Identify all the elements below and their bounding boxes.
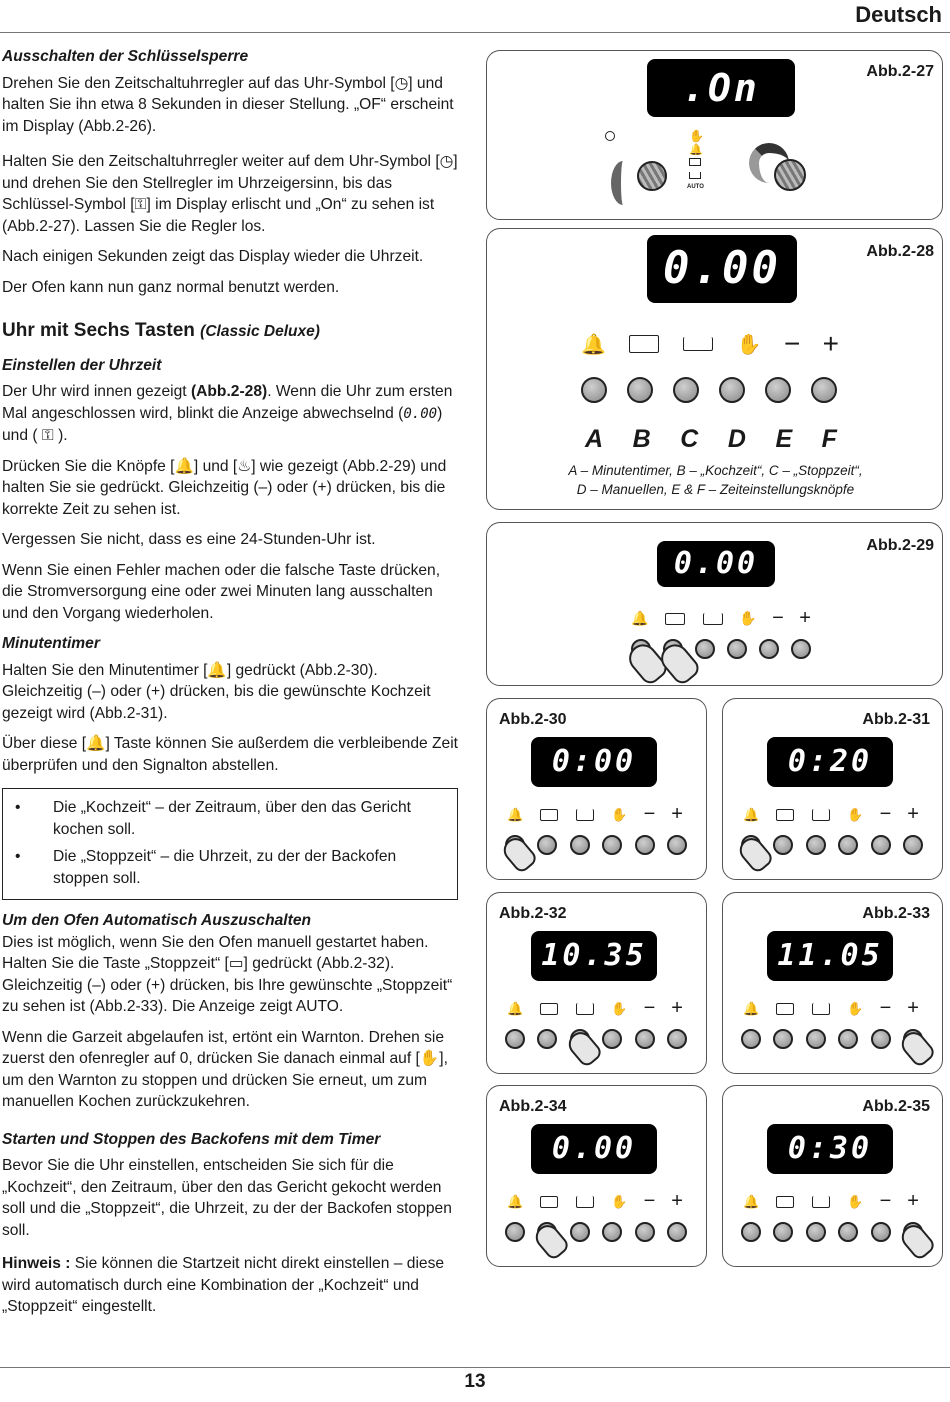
button-icon-row (507, 997, 683, 1020)
cooking-time-button[interactable] (773, 1029, 793, 1049)
cooking-time-icon (540, 809, 558, 821)
button-row (741, 1029, 923, 1049)
paragraph: Drehen Sie den Zeitschaltuhrregler auf das Uhr-Symbol [◷] und halten Sie ihn etwa 8 Sekunden in dieser Stellung. „OF“ erscheint im Display (Abb.2-26). (2, 74, 454, 135)
letter-label: E (775, 425, 793, 453)
minute-timer-button[interactable] (505, 1029, 525, 1049)
figure-label: Abb.2-32 (499, 905, 567, 922)
bell-icon: 🔔 (743, 1000, 760, 1016)
button-icon-row (743, 1190, 919, 1213)
button-icon-row (743, 803, 919, 826)
definition-box (2, 788, 458, 900)
minus-icon: − (879, 1190, 892, 1212)
minus-button[interactable] (635, 835, 655, 855)
letter-label: C (680, 425, 699, 453)
plus-button[interactable] (667, 1222, 687, 1242)
plus-icon: + (671, 997, 683, 1019)
manual-hand-icon: ✋ (689, 129, 704, 143)
figure-2-32 (486, 892, 707, 1074)
bell-icon: 🔔 (743, 1193, 760, 1209)
minus-button[interactable] (765, 377, 791, 403)
stop-time-icon (812, 1196, 830, 1208)
oven-display: .On (647, 59, 795, 117)
page-number: 13 (464, 1371, 486, 1392)
figure-2-33 (722, 892, 943, 1074)
manual-button[interactable] (602, 1029, 622, 1049)
plus-icon: + (671, 803, 683, 825)
section-title-set-time: Einstellen der Uhrzeit (2, 356, 162, 374)
oven-display: 11.05 (767, 931, 893, 981)
minus-icon: − (879, 803, 892, 825)
cooking-time-icon (689, 158, 701, 166)
manual-hand-icon: ✋ (739, 610, 757, 626)
list-item: • Die „Stoppzeit“ – die Uhrzeit, zu der der Backofen stoppen soll. (11, 846, 447, 889)
rotate-right-arrow-icon (749, 143, 789, 183)
rotate-left-arrow-icon (611, 161, 635, 205)
paragraph: Bevor Sie die Uhr einstellen, entscheiden Sie sich für die „Kochzeit“, den Zeitraum, über den das Gericht gekocht werden soll und die „Stoppzeit“, die Uhrzeit, zu der der Backofen stoppen soll. (2, 1157, 452, 1239)
bell-icon: 🔔 (507, 1193, 524, 1209)
plus-icon: + (822, 328, 839, 359)
paragraph (2, 1253, 462, 1318)
minute-timer-button[interactable] (741, 1029, 761, 1049)
bell-icon: 🔔 (507, 806, 524, 822)
figure-2-28 (486, 228, 943, 510)
plus-button[interactable] (811, 377, 837, 403)
letter-label: F (821, 425, 837, 453)
manual-button[interactable] (602, 835, 622, 855)
text-fragment: ) und ( ⚿ ). (2, 404, 443, 444)
paragraph: Dies ist möglich, wenn Sie den Ofen manuell gestartet haben. Halten Sie die Taste „Stoppzeit“ [▭] gedrückt (Abb.2-32). Gleichzeitig (–) oder (+) drücken, bis Ihre gewünschte „Stoppzeit“ zu sehen ist (Abb.2-33). Die Anzeige zeigt AUTO. (2, 933, 453, 1015)
section-heading-clock (2, 320, 462, 343)
header-divider (0, 32, 950, 33)
stop-time-icon (683, 337, 713, 351)
manual-hand-icon: ✋ (736, 333, 762, 356)
heading-subtitle: (Classic Deluxe) (200, 323, 320, 340)
manual-button[interactable] (602, 1222, 622, 1242)
note-text: Sie können die Startzeit nicht direkt einstellen – diese wird automatisch durch eine Kombination der „Kochzeit“ und „Stoppzeit“ eingestellt. (2, 1255, 445, 1315)
button-icon-row (743, 997, 919, 1020)
oven-display: 0:30 (767, 1124, 893, 1174)
manual-button[interactable] (838, 1222, 858, 1242)
bell-icon: 🔔 (507, 1000, 524, 1016)
stop-time-button[interactable] (806, 1029, 826, 1049)
stop-time-icon (812, 809, 830, 821)
button-icon-row (581, 328, 839, 359)
minus-button[interactable] (635, 1222, 655, 1242)
cooking-time-button[interactable] (773, 1222, 793, 1242)
letter-label: B (632, 425, 651, 453)
minus-button[interactable] (871, 1222, 891, 1242)
auto-label: AUTO (687, 184, 704, 190)
paragraph: Über diese [🔔] Taste können Sie außerdem die verbleibende Zeit überprüfen und den Signalton abstellen. (2, 735, 459, 774)
figure-caption (487, 461, 944, 499)
manual-hand-icon: ✋ (847, 1000, 864, 1016)
cooking-time-button[interactable] (537, 835, 557, 855)
minus-button[interactable] (635, 1029, 655, 1049)
oven-display: 0.00 (531, 1124, 657, 1174)
text-fragment: . Wenn die Uhr zum ersten Mal angeschlossen wird, blinkt die Anzeige abwechselnd ( (2, 383, 453, 422)
paragraph: Halten Sie den Zeitschaltuhrregler weiter auf dem Uhr-Symbol [◷] und drehen Sie den Stellregler im Uhrzeigersinn, bis das Schlüssel-Symbol [⚿] im Display erlischt und „On“ zu sehen ist (Abb.2-27). Lassen Sie die Regler los. (2, 153, 458, 235)
manual-button[interactable] (727, 639, 747, 659)
figure-label: Abb.2-30 (499, 711, 567, 728)
minus-icon: − (643, 997, 656, 1019)
paragraph (2, 381, 462, 447)
cooking-time-button[interactable] (627, 377, 653, 403)
cooking-time-button[interactable] (537, 1029, 557, 1049)
figure-2-27 (486, 50, 943, 220)
stop-time-button[interactable] (570, 1222, 590, 1242)
figure-2-29 (486, 522, 943, 686)
manual-hand-icon: ✋ (847, 806, 864, 822)
letter-label: D (727, 425, 746, 453)
minus-icon: − (879, 997, 892, 1019)
section-title-minute-timer: Minutentimer (2, 635, 100, 652)
minus-button[interactable] (759, 639, 779, 659)
section-title-start-stop: Starten und Stoppen des Backofens mit dem Timer (2, 1130, 381, 1148)
cooking-time-icon (629, 335, 659, 353)
paragraph: Nach einigen Sekunden zeigt das Display wieder die Uhrzeit. (2, 248, 424, 265)
figure-label: Abb.2-35 (862, 1098, 930, 1115)
button-row (505, 1222, 687, 1242)
stop-time-button[interactable] (695, 639, 715, 659)
stop-time-icon (576, 1003, 594, 1015)
plus-button[interactable] (791, 639, 811, 659)
figure-label: Abb.2-29 (866, 537, 934, 554)
heading-text: Uhr mit Sechs Tasten (2, 320, 195, 341)
minus-icon: − (772, 607, 784, 629)
figure-label: Abb.2-34 (499, 1098, 567, 1115)
text-fragment: Der Uhr wird innen gezeigt (2, 383, 191, 400)
plus-icon: + (671, 1190, 683, 1212)
minute-timer-button[interactable] (505, 1222, 525, 1242)
paragraph: Vergessen Sie nicht, dass es eine 24-Stunden-Uhr ist. (2, 531, 376, 548)
section-title-keylock: Ausschalten der Schlüsselsperre (2, 48, 249, 65)
figure-ref: (Abb.2-28) (190, 383, 268, 400)
paragraph: Drücken Sie die Knöpfe [🔔] und [♨] wie gezeigt (Abb.2-29) und halten Sie sie gedrückt. Gleichzeitig (–) oder (+) drücken, bis die korrekte Zeit zu sehen ist. (2, 457, 447, 518)
minute-timer-button[interactable] (581, 377, 607, 403)
minus-icon: − (643, 803, 656, 825)
figure-2-35 (722, 1085, 943, 1267)
figure-label: Abb.2-31 (862, 711, 930, 728)
list-item: • Die „Kochzeit“ – der Zeitraum, über den das Gericht kochen soll. (11, 797, 447, 840)
manual-hand-icon: ✋ (611, 806, 628, 822)
minus-icon: − (783, 328, 801, 359)
bell-icon: 🔔 (581, 333, 606, 356)
button-icon-row (507, 1190, 683, 1213)
stop-time-icon (576, 809, 594, 821)
caption-line: D – Manuellen, E & F – Zeiteinstellungsknöpfe (576, 482, 855, 497)
figure-label: Abb.2-33 (862, 905, 930, 922)
stop-time-button[interactable] (806, 835, 826, 855)
oven-display: 0:00 (531, 737, 657, 787)
clock-icon (605, 131, 615, 141)
bell-icon: 🔔 (743, 806, 760, 822)
stop-time-icon (812, 1003, 830, 1015)
stop-time-icon (576, 1196, 594, 1208)
button-row (581, 377, 837, 403)
plus-button[interactable] (903, 835, 923, 855)
manual-hand-icon: ✋ (611, 1193, 628, 1209)
oven-display: 0.00 (657, 541, 775, 587)
manual-button[interactable] (719, 377, 745, 403)
plus-icon: + (907, 997, 919, 1019)
letter-label: A (585, 425, 604, 453)
minus-icon: − (643, 1190, 656, 1212)
bell-icon: 🔔 (631, 610, 649, 626)
plus-icon: + (907, 803, 919, 825)
figure-2-31 (722, 698, 943, 880)
cooking-time-icon (776, 1003, 794, 1015)
cooking-time-icon (776, 1196, 794, 1208)
paragraph: Halten Sie den Minutentimer [🔔] gedrückt (Abb.2-30). Gleichzeitig (–) oder (+) drücken, bis die gewünschte Kochzeit gezeigt wird (Abb.2-31). (2, 661, 431, 722)
oven-display: 0.00 (647, 235, 797, 303)
caption-line: A – Minutentimer, B – „Kochzeit“, C – „Stoppzeit“, (568, 463, 863, 478)
footer-divider (0, 1367, 950, 1368)
display-digits: 0.00 (403, 405, 438, 422)
note-label: Hinweis : (2, 1255, 71, 1272)
oven-display: 0:20 (767, 737, 893, 787)
bell-icon: 🔔 (689, 144, 703, 156)
manual-hand-icon: ✋ (847, 1193, 864, 1209)
minus-button[interactable] (871, 1029, 891, 1049)
figure-2-34 (486, 1085, 707, 1267)
button-row (741, 1222, 923, 1242)
manual-button[interactable] (838, 1029, 858, 1049)
figure-label: Abb.2-27 (866, 63, 934, 80)
figure-label: Abb.2-28 (866, 243, 934, 260)
paragraph: Der Ofen kann nun ganz normal benutzt werden. (2, 278, 340, 296)
paragraph: Wenn die Garzeit abgelaufen ist, ertönt ein Warnton. Drehen sie zuerst den ofenregler auf 0, drücken Sie danach einmal auf [✋], um den Warnton zu stoppen und drücken Sie erneut, um zum manuellen Kochen zurückzukehren. (2, 1028, 448, 1110)
cooking-time-button[interactable] (773, 835, 793, 855)
language-header: Deutsch (855, 2, 942, 27)
cooking-time-icon (665, 613, 685, 625)
minus-button[interactable] (871, 835, 891, 855)
plus-icon: + (799, 607, 811, 629)
button-letters (585, 425, 837, 454)
stop-time-icon (703, 613, 723, 625)
button-icon-row (631, 607, 811, 630)
section-title-auto-off: Um den Ofen Automatisch Auszuschalten (2, 912, 312, 929)
manual-button[interactable] (838, 835, 858, 855)
manual-hand-icon: ✋ (611, 1000, 628, 1016)
stop-time-button[interactable] (570, 835, 590, 855)
plus-button[interactable] (667, 1029, 687, 1049)
plus-icon: + (907, 1190, 919, 1212)
stop-time-button[interactable] (673, 377, 699, 403)
timer-knob[interactable] (637, 161, 667, 191)
cooking-time-icon (776, 809, 794, 821)
figure-2-30 (486, 698, 707, 880)
paragraph: Wenn Sie einen Fehler machen oder die falsche Taste drücken, die Stromversorgung eine oder zwei Minuten lang ausschalten und den Vorgang wiederholen. (2, 561, 441, 622)
button-icon-row (507, 803, 683, 826)
cooking-time-icon (540, 1003, 558, 1015)
cooking-time-icon (540, 1196, 558, 1208)
plus-button[interactable] (667, 835, 687, 855)
text-column (2, 46, 462, 1327)
stop-time-button[interactable] (806, 1222, 826, 1242)
stop-time-icon (689, 172, 701, 179)
oven-display: 10.35 (531, 931, 657, 981)
minute-timer-button[interactable] (741, 1222, 761, 1242)
